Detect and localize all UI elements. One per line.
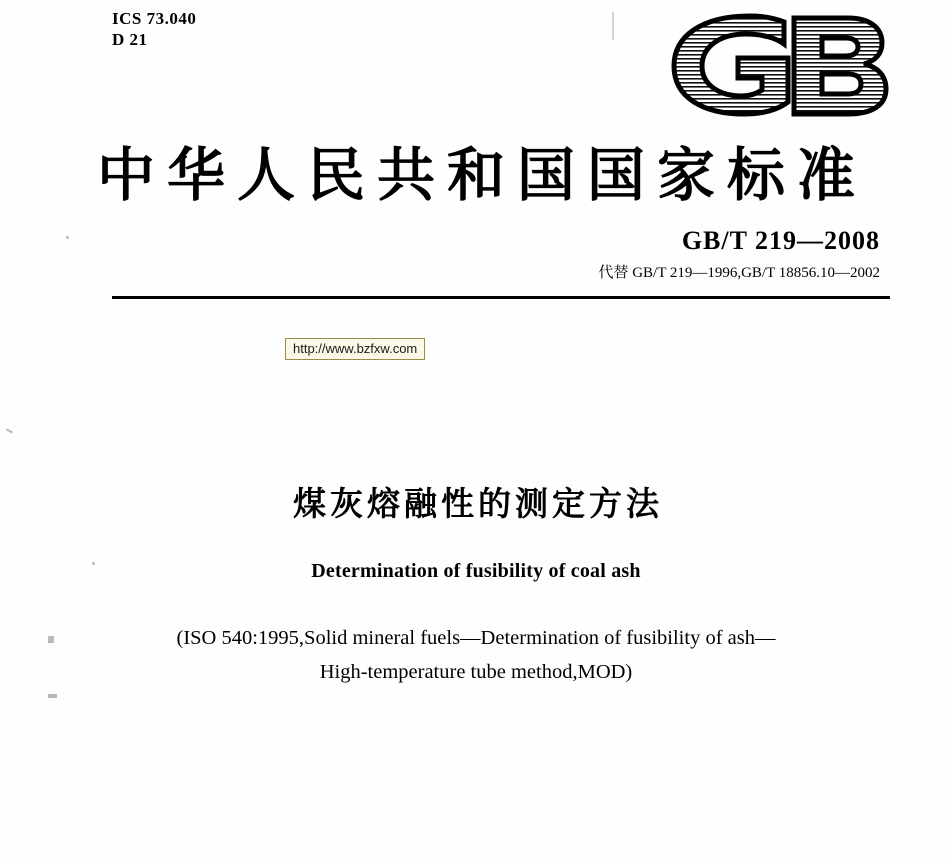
iso-equivalence-note [126, 622, 826, 690]
page-title: 煤灰熔融性的测定方法 [293, 484, 663, 523]
iso-equivalence-line-1: (ISO 540:1995,Solid mineral fuels—Determination of fusibility of ash— [176, 627, 776, 649]
gb-logo-icon [662, 10, 892, 120]
header-divider [112, 296, 890, 299]
ics-category-code: D 21 [112, 30, 148, 50]
watermark-url[interactable]: http://www.bzfxw.com [285, 338, 425, 360]
scan-artifact [48, 636, 54, 643]
scan-artifact [48, 694, 57, 698]
national-standard-masthead: 中华人民共和国国家标准 [96, 141, 867, 209]
standard-number: GB/T 219—2008 [681, 226, 880, 255]
scan-artifact [6, 428, 13, 433]
standard-replaces: 代替 GB/T 219—1996,GB/T 18856.10—2002 [598, 265, 880, 281]
standard-number-block [598, 226, 880, 282]
scan-artifact [612, 12, 614, 40]
iso-equivalence-line-2: High-temperature tube method,MOD) [319, 660, 633, 683]
scan-artifact [66, 236, 69, 239]
ics-number: ICS 73.040 [112, 9, 197, 28]
ics-classification-block [112, 8, 196, 51]
page-title-english: Determination of fusibility of coal ash [311, 560, 641, 582]
